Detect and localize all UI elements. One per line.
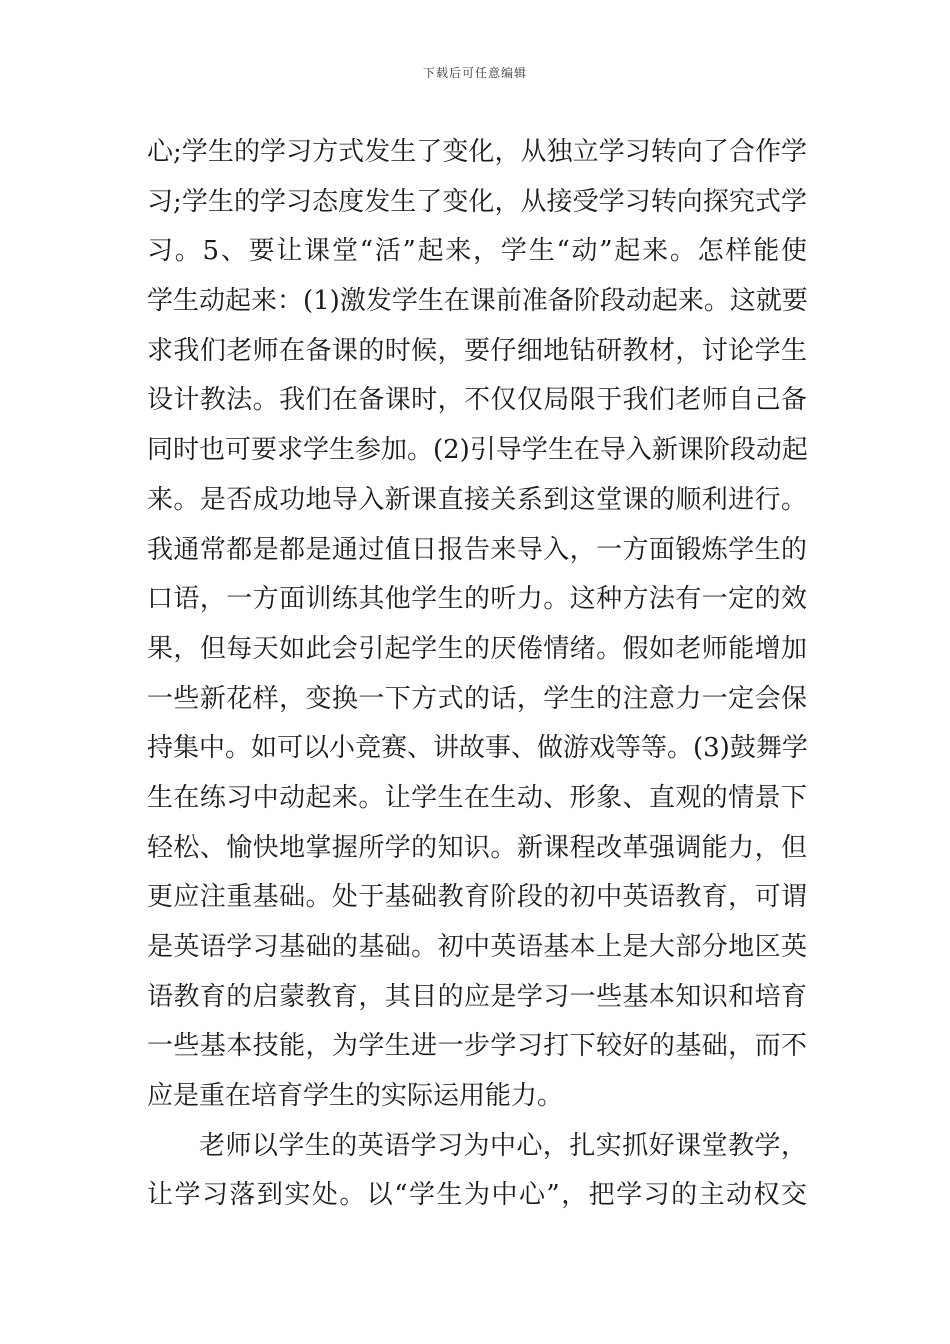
text-line: 求我们老师在备课的时候，要仔细地钻研教材，讨论学生 — [147, 335, 807, 366]
text-line: 语教育的启蒙教育，其目的应是学习一些基本知识和培育 — [147, 981, 807, 1012]
text-line: 持集中。如可以小竞赛、讲故事、做游戏等等。(3)鼓舞学 — [147, 733, 808, 764]
text-line: 来。是否成功地导入新课直接关系到这堂课的顺利进行。 — [147, 484, 807, 515]
text-line: 轻松、愉快地掌握所学的知识。新课程改革强调能力，但 — [147, 832, 807, 863]
text-line: 应是重在培育学生的实际运用能力。 — [147, 1081, 564, 1112]
text-line: 果，但每天如此会引起学生的厌倦情绪。假如老师能增加 — [147, 633, 807, 664]
text-line: 是英语学习基础的基础。初中英语基本上是大部分地区英 — [147, 932, 807, 962]
text-line: 设计教法。我们在备课时，不仅仅局限于我们老师自己备 — [147, 385, 807, 416]
text-line: 我通常都是都是通过值日报告来导入，一方面锻炼学生的 — [147, 534, 807, 565]
text-line: 生在练习中动起来。让学生在生动、形象、直观的情景下 — [147, 782, 807, 813]
text-line: 让学习落到实处。以“学生为中心”，把学习的主动权交 — [147, 1180, 807, 1211]
text-line: 更应注重基础。处于基础教育阶段的初中英语教育，可谓 — [147, 882, 807, 913]
page-header: 下载后可任意编辑 — [422, 66, 527, 80]
text-line: 同时也可要求学生参加。(2)引导学生在导入新课阶段动起 — [147, 435, 808, 466]
text-line: 老师以学生的英语学习为中心，扎实抓好课堂教学， — [199, 1130, 807, 1161]
document-body — [147, 128, 807, 1221]
text-line: 习;学生的学习态度发生了变化，从接受学习转向探究式学 — [147, 186, 807, 217]
paragraph-2 — [147, 1122, 807, 1221]
text-line: 一些基本技能，为学生进一步学习打下较好的基础，而不 — [147, 1031, 807, 1062]
text-line: 心;学生的学习方式发生了变化，从独立学习转向了合作学 — [147, 137, 807, 167]
text-line: 习。5、要让课堂“活”起来，学生“动”起来。怎样能使 — [147, 236, 807, 267]
text-line: 学生动起来：(1)激发学生在课前准备阶段动起来。这就要 — [147, 286, 808, 317]
paragraph-1 — [147, 128, 807, 1122]
text-line: 口语，一方面训练其他学生的听力。这种方法有一定的效 — [147, 584, 807, 615]
text-line: 一些新花样，变换一下方式的话，学生的注意力一定会保 — [147, 683, 807, 714]
